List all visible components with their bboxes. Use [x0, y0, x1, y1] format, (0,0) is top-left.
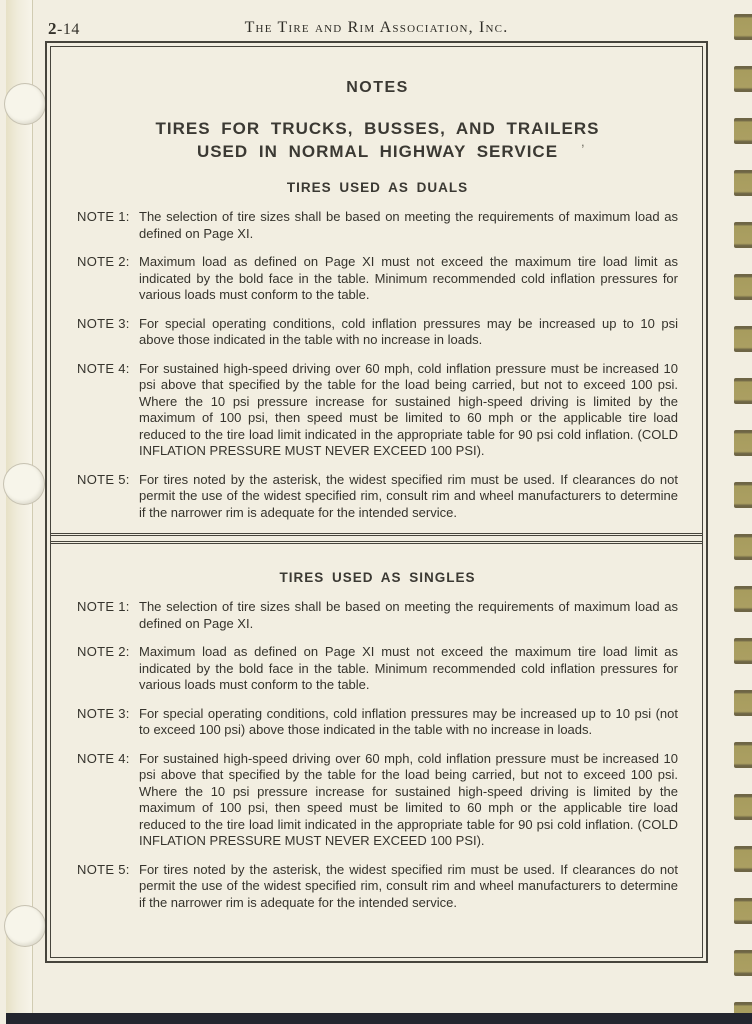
scan-edge-bar: [6, 1013, 752, 1024]
note-item: [77, 706, 678, 739]
note-text: Maximum load as defined on Page XI must not exceed the maximum tire load limit as indicated by the bold face in the table. Minimum recommended cold inflation pressures for various loads must conform to the table.: [139, 644, 678, 692]
notes-list-duals: [77, 209, 678, 521]
notes-heading: NOTES: [346, 79, 409, 96]
document-title-line1: TIRES FOR TRUCKS, BUSSES, AND TRAILERS: [155, 119, 600, 138]
binding-tab: [734, 378, 752, 404]
document-title-line2: USED IN NORMAL HIGHWAY SERVICE: [196, 142, 559, 161]
note-text: For tires noted by the asterisk, the widest specified rim must be used. If clearances do not permit the use of the widest specified rim, consult rim and wheel manufacturers to determine if the narrower rim is adequate for the intended service.: [139, 471, 678, 520]
note-item: [77, 751, 678, 850]
note-text: Maximum load as defined on Page XI must not exceed the maximum tire load limit as indicated by the bold face in the table. Minimum recommended cold inflation pressures for various loads must conform to the table.: [139, 254, 678, 302]
binding-tab: [734, 222, 752, 248]
binding-tab: [734, 482, 752, 508]
scan-artifact-mark: ,: [581, 134, 586, 149]
binding-tab: [734, 794, 752, 820]
binding-tabs: [732, 0, 752, 1024]
note-text: For sustained high-speed driving over 60 mph, cold inflation pressure must be increased 10 psi above that specified by the table for the load being carried, but not to exceed 100 psi. Where the 10 psi pressure increase for sustained high-speed driving is limited by the maximum of 100 psi, then speed must be limited to 60 mph or the applicable tire load reduced to the tire load limit indicated in the appropriate table for 90 psi cold inflation. (COLD INFLATION PRESSURE MUST NEVER EXCEED 100 PSI).: [139, 750, 678, 848]
section-heading-singles: TIRES USED AS SINGLES: [279, 570, 476, 585]
page-number-rest: -14: [57, 21, 80, 38]
binding-tab: [734, 638, 752, 664]
binding-tab: [734, 274, 752, 300]
note-label: NOTE 3:: [77, 315, 130, 331]
binding-tab: [734, 66, 752, 92]
note-item: [77, 209, 678, 242]
section-heading-duals: TIRES USED AS DUALS: [286, 180, 469, 195]
binding-tab: [734, 170, 752, 196]
note-item: [77, 644, 678, 694]
binding-tab: [734, 586, 752, 612]
note-label: NOTE 5:: [77, 861, 130, 877]
note-text: For special operating conditions, cold inflation pressures may be increased up to 10 psi (not to exceed 100 psi) above those indicated in the table with no increase in loads.: [139, 705, 678, 737]
note-item: [77, 862, 678, 912]
note-label: NOTE 2:: [77, 644, 130, 659]
binding-tab: [734, 326, 752, 352]
binding-tab: [734, 846, 752, 872]
punch-hole: [4, 905, 46, 947]
binding-tab: [734, 430, 752, 456]
section-singles: [51, 570, 702, 911]
binding-tab: [734, 118, 752, 144]
note-item: [77, 599, 678, 632]
binding-tab: [734, 534, 752, 560]
note-text: For sustained high-speed driving over 60 mph, cold inflation pressure must be increased 10 psi above that specified by the table for the load being carried, but not to exceed 100 psi. Where the 10 psi pressure increase for sustained high-speed driving is limited by the maximum of 100 psi, then speed must be limited to 60 mph or the applicable tire load reduced to the tire load limit indicated in the appropriate table for 90 psi cold inflation. (COLD INFLATION PRESSURE MUST NEVER EXCEED 100 PSI).: [139, 360, 678, 458]
note-text: For special operating conditions, cold inflation pressures may be increased up to 10 psi above those indicated in the table with no increase in loads.: [139, 315, 678, 347]
section-divider: [51, 533, 702, 544]
binding-tab: [734, 690, 752, 716]
note-text: The selection of tire sizes shall be based on meeting the requirements of maximum load as defined on Page XI.: [139, 599, 678, 631]
document-frame: [45, 41, 708, 963]
note-label: NOTE 3:: [77, 705, 130, 721]
note-item: [77, 361, 678, 460]
page-edge-strip: [6, 0, 33, 1014]
note-text: The selection of tire sizes shall be based on meeting the requirements of maximum load as defined on Page XI.: [139, 209, 678, 241]
punch-hole: [3, 463, 45, 505]
page-number-chapter: 2: [48, 19, 57, 38]
section-duals: [51, 79, 702, 521]
note-label: NOTE 1:: [77, 209, 130, 224]
note-label: NOTE 2:: [77, 254, 130, 269]
document-title: [77, 117, 678, 163]
binding-tab: [734, 898, 752, 924]
punch-hole: [4, 83, 46, 125]
note-item: [77, 254, 678, 304]
note-item: [77, 472, 678, 522]
note-label: NOTE 5:: [77, 471, 130, 487]
notes-list-singles: [77, 599, 678, 911]
header-title: The Tire and Rim Association, Inc.: [244, 19, 509, 36]
running-head: [0, 17, 752, 39]
note-label: NOTE 1:: [77, 599, 130, 614]
document-frame-inner: [50, 46, 703, 958]
note-item: [77, 316, 678, 349]
note-label: NOTE 4:: [77, 360, 130, 376]
binding-tab: [734, 742, 752, 768]
note-text: For tires noted by the asterisk, the widest specified rim must be used. If clearances do not permit the use of the widest specified rim, consult rim and wheel manufacturers to determine if the narrower rim is adequate for the intended service.: [139, 861, 678, 910]
binding-tab: [734, 950, 752, 976]
note-label: NOTE 4:: [77, 750, 130, 766]
